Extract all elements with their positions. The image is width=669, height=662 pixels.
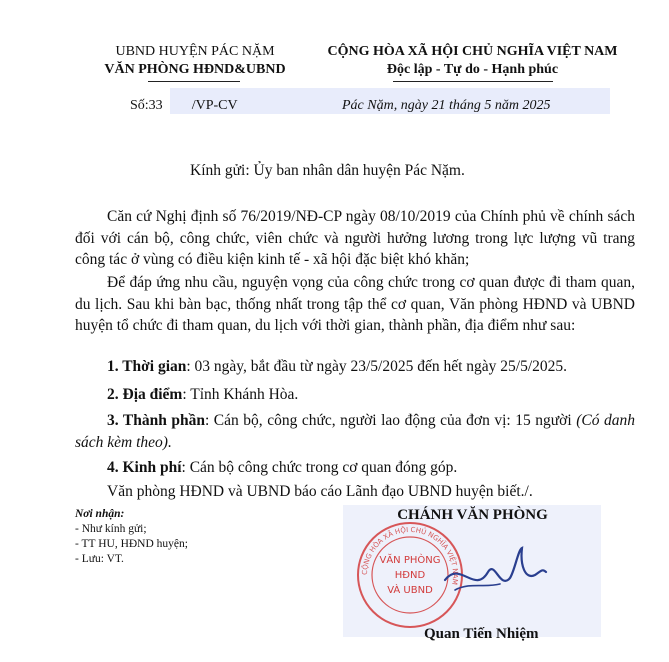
number-suffix: /VP-CV [191,98,238,113]
item-participants-label: 3. Thành phần [107,412,205,429]
recipients-title: Nơi nhận: [75,508,125,520]
paragraph-purpose: Để đáp ứng nhu cầu, nguyện vọng của công chức trong cơ quan được đi tham quan, du lịch. Sau khi bàn bạc, thống nhất trong tập thể cơ quan, Văn phòng HĐND và UBND huyện tổ chức đi tham quan, du lịch với thời gian, thành phần, địa điểm như sau: [75,274,635,334]
document-number [130,98,238,114]
place-date [342,98,550,114]
motto-line-2: Độc lập - Tự do - Hạnh phúc [386,62,559,77]
issuing-authority [70,43,320,79]
number-label: Số:33 [130,98,163,113]
date-month-prefix: tháng [448,98,481,113]
item-location-text: : Tỉnh Khánh Hòa. [182,386,299,403]
date-year: 2025 [522,98,551,113]
authority-line-2: VĂN PHÒNG HĐND&UBND [104,62,286,77]
item-participants-note: (Có danh sách kèm theo). [75,412,635,451]
signer-title: CHÁNH VĂN PHÒNG [397,507,548,523]
item-time [75,356,635,378]
authority-underline [148,81,240,82]
official-stamp [358,523,462,627]
item-time-text: : 03 ngày, bắt đầu từ ngày 23/5/2025 đến hết ngày 25/5/2025. [186,358,568,375]
national-motto [300,43,645,79]
stamp-line-2: HĐND [394,570,426,581]
recipients-block [75,507,188,567]
item-funding-text: : Cán bộ công chức trong cơ quan đóng góp. [181,459,458,476]
closing-sentence: Văn phòng HĐND và UBND báo cáo Lãnh đạo UBND huyện biết./. [107,483,533,500]
item-location-label: 2. Địa điểm [107,386,183,403]
date-prefix: Pác Nặm, ngày [342,98,428,113]
stamp-line-3: VÀ UBND [387,585,433,596]
stamp-line-1: VĂN PHÒNG [379,555,441,566]
date-day: 21 [431,98,446,113]
motto-line-1: CỘNG HÒA XÃ HỘI CHỦ NGHĨA VIỆT NAM [327,44,618,59]
recipient-item: - TT HU, HĐND huyện; [75,538,188,550]
item-participants [75,410,635,453]
item-funding [75,457,635,479]
paragraph-legal-basis: Căn cứ Nghị định số 76/2019/NĐ-CP ngày 08/10/2019 của Chính phủ về chính sách đối với cán bộ, công chức, viên chức và người hưởng lương trong lực lượng vũ trang công tác ở vùng có điều kiện kinh tế - xã hội đặc biệt khó khăn; [75,208,635,268]
date-year-prefix: năm [494,98,519,113]
authority-line-1: UBND HUYỆN PÁC NẶM [115,44,275,59]
item-participants-text: : Cán bộ, công chức, người lao động của đơn vị: 15 người [204,412,577,429]
signer-name: Quan Tiến Nhiệm [424,626,539,642]
recipient-item: - Như kính gửi; [75,523,147,535]
recipient-line: Kính gửi: Ủy ban nhân dân huyện Pác Nặm. [190,162,465,179]
date-month: 5 [484,98,492,113]
recipient-item: - Lưu: VT. [75,553,124,565]
stamp-ring-text: CỘNG HÒA XÃ HỘI CHỦ NGHĨA VIỆT NAM [360,525,460,586]
item-funding-label: 4. Kinh phí [107,459,182,476]
item-time-label: 1. Thời gian [107,358,187,375]
official-stamp-and-signature [350,520,600,630]
item-location [75,384,635,406]
motto-underline [393,81,553,82]
